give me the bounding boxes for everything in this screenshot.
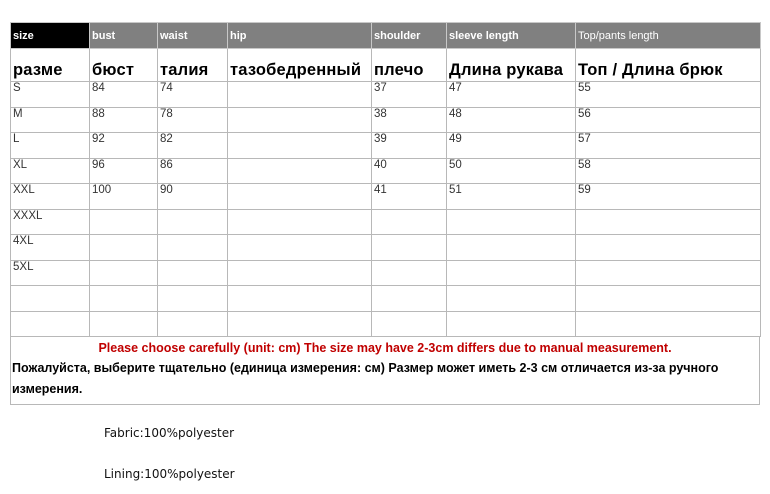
table-cell: 90 (158, 184, 228, 210)
table-cell: 51 (447, 184, 576, 210)
table-cell (576, 311, 761, 337)
table-cell (228, 286, 372, 312)
table-row (11, 184, 761, 210)
header-ru-shoulder: плечо (372, 49, 447, 82)
header-hip: hip (228, 23, 372, 49)
table-cell (576, 260, 761, 286)
table-cell: 41 (372, 184, 447, 210)
table-row (11, 311, 761, 337)
table-cell (11, 286, 90, 312)
header-ru-sleeve-length: Длина рукава (447, 49, 576, 82)
fabric-label: Fabric:100%polyester (104, 426, 235, 440)
header-ru-bust: бюст (90, 49, 158, 82)
table-cell: 37 (372, 82, 447, 108)
table-row (11, 209, 761, 235)
note-russian: Пожалуйста, выберите тщательно (единица измерения: см) Размер может иметь 2-3 см отличается из-за ручного измерения. (12, 361, 719, 396)
lining-label: Lining:100%polyester (104, 467, 235, 481)
table-cell: 40 (372, 158, 447, 184)
measurement-note (10, 337, 760, 405)
table-cell (228, 82, 372, 108)
table-cell (372, 209, 447, 235)
table-cell: 57 (576, 133, 761, 159)
table-cell: 58 (576, 158, 761, 184)
note-english: Please choose carefully (unit: cm) The size may have 2-3cm differs due to manual measurement. (98, 341, 672, 355)
header-row-en (11, 23, 761, 49)
table-cell: 56 (576, 107, 761, 133)
table-cell (372, 311, 447, 337)
table-row (11, 260, 761, 286)
header-ru-waist: талия (158, 49, 228, 82)
table-cell (447, 209, 576, 235)
table-cell (90, 260, 158, 286)
table-row (11, 133, 761, 159)
table-cell: 39 (372, 133, 447, 159)
table-cell (228, 107, 372, 133)
table-cell (90, 209, 158, 235)
table-cell: 100 (90, 184, 158, 210)
table-cell: 88 (90, 107, 158, 133)
table-cell: 82 (158, 133, 228, 159)
header-ru-length: Топ / Длина брюк (576, 49, 761, 82)
table-row (11, 107, 761, 133)
table-cell (576, 235, 761, 261)
table-row (11, 286, 761, 312)
table-cell: M (11, 107, 90, 133)
table-cell (158, 209, 228, 235)
table-cell: 55 (576, 82, 761, 108)
size-chart (10, 22, 760, 405)
table-cell (228, 209, 372, 235)
table-cell: 96 (90, 158, 158, 184)
table-cell: 38 (372, 107, 447, 133)
header-length: Top/pants length (576, 23, 761, 49)
table-row (11, 158, 761, 184)
table-cell: 74 (158, 82, 228, 108)
table-cell (228, 184, 372, 210)
table-cell (90, 286, 158, 312)
table-cell (228, 235, 372, 261)
table-cell: XL (11, 158, 90, 184)
table-cell: 86 (158, 158, 228, 184)
table-cell (158, 311, 228, 337)
table-cell (228, 158, 372, 184)
header-sleeve-length: sleeve length (447, 23, 576, 49)
table-cell: L (11, 133, 90, 159)
table-cell (372, 286, 447, 312)
table-cell (576, 209, 761, 235)
table-cell (228, 260, 372, 286)
table-cell (90, 311, 158, 337)
header-size: size (11, 23, 90, 49)
table-cell (158, 286, 228, 312)
header-shoulder: shoulder (372, 23, 447, 49)
table-row (11, 82, 761, 108)
header-ru-hip: тазобедренный (228, 49, 372, 82)
table-cell: XXL (11, 184, 90, 210)
table-cell (447, 311, 576, 337)
table-cell (11, 311, 90, 337)
table-cell (372, 235, 447, 261)
header-waist: waist (158, 23, 228, 49)
table-cell: 59 (576, 184, 761, 210)
size-table (10, 22, 761, 337)
table-cell (90, 235, 158, 261)
table-cell (447, 235, 576, 261)
table-cell: 84 (90, 82, 158, 108)
table-cell (576, 286, 761, 312)
table-cell: 48 (447, 107, 576, 133)
table-cell (447, 260, 576, 286)
table-cell: 5XL (11, 260, 90, 286)
table-cell: 49 (447, 133, 576, 159)
header-row-ru (11, 49, 761, 82)
table-cell (447, 286, 576, 312)
table-cell: 78 (158, 107, 228, 133)
table-cell: XXXL (11, 209, 90, 235)
table-cell: 4XL (11, 235, 90, 261)
table-cell (158, 235, 228, 261)
table-cell: 47 (447, 82, 576, 108)
table-cell (372, 260, 447, 286)
header-bust: bust (90, 23, 158, 49)
table-cell: 92 (90, 133, 158, 159)
table-cell (158, 260, 228, 286)
table-row (11, 235, 761, 261)
header-ru-size: разме (11, 49, 90, 82)
table-cell (228, 133, 372, 159)
table-cell (228, 311, 372, 337)
table-cell: 50 (447, 158, 576, 184)
table-cell: S (11, 82, 90, 108)
